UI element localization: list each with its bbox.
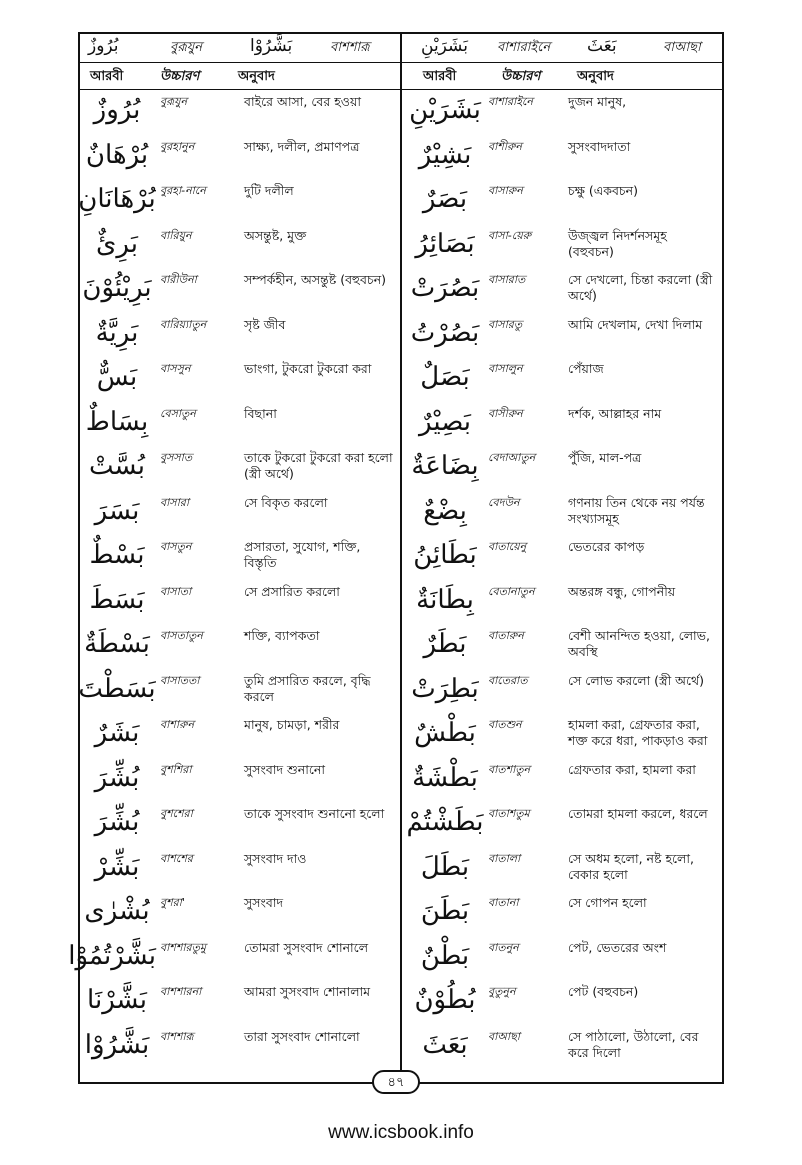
guide-translit-3: বাশারাইনে xyxy=(497,40,551,55)
meaning: সে লোভ করলো (স্ত্রী অর্থে) xyxy=(568,672,705,688)
guide-arabic-2: بَشَّرُوْا xyxy=(250,36,293,56)
meaning: তুমি প্রসারিত করলে, বৃদ্ধি করলে xyxy=(244,672,371,704)
pronunciation: বেসাতুন xyxy=(160,406,196,420)
dictionary-entry xyxy=(402,982,722,1026)
meaning: গণনায় তিন থেকে নয় পর্যন্ত সংখ্যাসমূহ xyxy=(568,494,705,526)
pronunciation: বুশশিরা xyxy=(160,762,192,776)
arabic-word: بَشَرٌ xyxy=(94,718,140,748)
dictionary-entry xyxy=(402,270,722,314)
dictionary-entry xyxy=(402,938,722,982)
pronunciation: বাসতাতুন xyxy=(160,629,203,642)
arabic-word: بَطْشَةٌ xyxy=(412,762,478,793)
arabic-word: بُرْهَانٌ xyxy=(85,139,149,170)
arabic-word: بَطَرٌ xyxy=(423,629,467,659)
meaning: সে পাঠালো, উঠালো, বের করে দিলো xyxy=(568,1028,699,1060)
arabic-word: بُشِّرَ xyxy=(94,762,140,793)
meaning: প্রসারতা, সুযোগ, শক্তি, বিস্তৃতি xyxy=(244,539,361,570)
guide-translit-1: বুরূযুন xyxy=(170,40,202,55)
pronunciation: বাশশারূ xyxy=(160,1029,194,1043)
meaning: বিছানা xyxy=(244,405,277,421)
pronunciation: বাতনুন xyxy=(488,940,519,954)
guide-translit-4: বাআছা xyxy=(663,40,701,55)
pronunciation: বাতাশতুম xyxy=(488,807,530,820)
arabic-word: بَسَطْتَ xyxy=(78,673,156,704)
arabic-word: بُشِّرَ xyxy=(94,807,140,837)
dictionary-entry xyxy=(78,493,398,537)
pronunciation: বাতশুন xyxy=(488,718,522,731)
pronunciation: বাসতুন xyxy=(160,540,192,553)
arabic-word: بَرِيْئُوْنَ xyxy=(82,273,152,303)
dictionary-entry xyxy=(78,715,398,759)
arabic-word: بُسَّتْ xyxy=(89,451,145,481)
dictionary-entry xyxy=(402,626,722,670)
pronunciation: বাতায়েনু xyxy=(488,540,527,553)
arabic-word: بِسَاطٌ xyxy=(85,406,149,437)
meaning: সে গোপন হলো xyxy=(568,895,647,910)
arabic-word: بُرُوزٌ xyxy=(93,95,141,125)
dictionary-entry xyxy=(402,448,722,492)
arabic-word: بُرْهَانَانِ xyxy=(78,184,156,214)
dictionary-entry xyxy=(78,1027,398,1071)
guide-arabic-1: بُرُوزٌ xyxy=(88,36,119,56)
arabic-word: بَشَّرُوْا xyxy=(84,1029,150,1060)
dictionary-entry xyxy=(78,626,398,670)
dictionary-entry xyxy=(78,849,398,893)
meaning: পেট, ভেতরের অংশ xyxy=(568,939,667,955)
arabic-word: بَصُرَتْ xyxy=(410,273,480,303)
meaning: আমরা সুসংবাদ শোনালাম xyxy=(244,984,371,999)
pronunciation: বাতানা xyxy=(488,896,519,909)
pronunciation: বাসারা xyxy=(160,495,190,509)
guide-translit-2: বাশশারূ xyxy=(330,40,370,55)
pronunciation: বাশশারতুমু xyxy=(160,940,206,954)
dictionary-entry xyxy=(402,715,722,759)
arabic-word: بَطَنَ xyxy=(420,896,470,926)
website-url[interactable]: www.icsbook.info xyxy=(328,1122,474,1143)
pronunciation: বাসা-য়েরু xyxy=(488,228,532,242)
pronunciation: বাসারাত xyxy=(488,273,526,286)
arabic-word: بَشَّرْنَا xyxy=(87,985,147,1015)
dictionary-entry xyxy=(402,137,722,181)
dictionary-entry xyxy=(402,404,722,448)
arabic-word: بَطَشْتُمْ xyxy=(406,807,484,837)
pronunciation: বুরহা-নানে xyxy=(160,184,206,197)
guide-words-left xyxy=(78,34,401,62)
pronunciation: বাসারতু xyxy=(488,317,523,331)
meaning: তাকে সুসংবাদ শুনানো হলো xyxy=(244,806,385,821)
pronunciation: বাসারুন xyxy=(488,184,523,197)
dictionary-entry xyxy=(78,448,398,492)
pronunciation: বাশারাইনে xyxy=(488,95,533,108)
dictionary-entry xyxy=(78,270,398,314)
dictionary-entry xyxy=(402,537,722,581)
dictionary-entry xyxy=(78,404,398,448)
meaning: তোমরা হামলা করলে, ধরলে xyxy=(568,806,708,821)
pronunciation: বেদউন xyxy=(488,495,520,509)
meaning: ভাংগা, টুকরো টুকরো করা xyxy=(244,361,372,376)
dictionary-entry xyxy=(402,760,722,804)
meaning: হামলা করা, গ্রেফতার করা, শক্ত করে ধরা, পাকড়াও করা xyxy=(568,717,708,748)
pronunciation: বাআছা xyxy=(488,1029,520,1043)
arabic-word: بَطِرَتْ xyxy=(411,673,479,704)
meaning: মানুষ, চামড়া, শরীর xyxy=(244,717,340,732)
arabic-word: بَشِيْرٌ xyxy=(418,139,472,170)
dictionary-entry xyxy=(402,893,722,937)
meaning: গ্রেফতার করা, হামলা করা xyxy=(568,761,696,777)
meaning: বেশী আনন্দিত হওয়া, লোভ, অবস্থি xyxy=(568,628,710,659)
arabic-word: بَطَلَ xyxy=(420,851,470,882)
pronunciation: বাসাতা xyxy=(160,584,192,598)
meaning: দর্শক, আল্লাহর নাম xyxy=(568,405,662,421)
pronunciation: বাশীরুন xyxy=(488,139,522,153)
pronunciation: বাশশারনা xyxy=(160,985,202,998)
dictionary-entry xyxy=(78,92,398,136)
dictionary-entry xyxy=(402,226,722,270)
dictionary-entry xyxy=(402,849,722,893)
arabic-word: بَطَائِنُ xyxy=(413,540,477,570)
meaning: পুঁজি, মাল-পত্র xyxy=(568,450,642,465)
meaning: তাকে টুকরো টুকরো করা হলো (স্ত্রী অর্থে) xyxy=(244,450,393,481)
meaning: দুজন মানুষ, xyxy=(568,94,627,109)
meaning: সে দেখলো, চিন্তা করলো (স্ত্রী অর্থে) xyxy=(568,272,713,303)
page-number: ৪৭ xyxy=(372,1070,420,1094)
pronunciation: বাশশের xyxy=(160,851,193,865)
dictionary-entry xyxy=(78,804,398,848)
meaning: সুসংবাদ শুনানো xyxy=(244,761,325,777)
pronunciation: বুরহানুন xyxy=(160,139,195,153)
dictionary-entry xyxy=(402,359,722,403)
arabic-word: بَعَثَ xyxy=(422,1029,468,1060)
arabic-word: بَرِيَّةٌ xyxy=(95,317,139,348)
meaning: ভেতরের কাপড় xyxy=(568,539,645,554)
pronunciation: বাসীরুন xyxy=(488,406,523,420)
pronunciation: বাতালা xyxy=(488,851,521,865)
meaning: সে প্রসারিত করলো xyxy=(244,583,340,599)
meaning: সে অধম হলো, নষ্ট হলো, বেকার হলো xyxy=(568,850,694,882)
pronunciation: বাতারুন xyxy=(488,629,524,642)
guide-arabic-4: بَعَثَ xyxy=(587,36,617,56)
meaning: শক্তি, ব্যাপকতা xyxy=(244,628,320,643)
pronunciation: বারীউনা xyxy=(160,273,197,286)
dictionary-entry xyxy=(78,760,398,804)
pronunciation: বাতশাতুন xyxy=(488,762,531,776)
col-head-pronunciation-right: উচ্চারণ xyxy=(501,69,541,84)
dictionary-entry xyxy=(78,181,398,225)
pronunciation: বাসসুন xyxy=(160,362,191,375)
pronunciation: বুরূযুন xyxy=(160,95,188,108)
pronunciation: বুসসাত xyxy=(160,451,193,464)
dictionary-entry xyxy=(78,982,398,1026)
arabic-word: بَسَرَ xyxy=(94,495,140,526)
dictionary-entry xyxy=(78,359,398,403)
meaning: দুটি দলীল xyxy=(244,183,294,198)
dictionary-entry xyxy=(78,671,398,715)
pronunciation: বাসালুন xyxy=(488,362,523,375)
arabic-word: بَسْطَةٌ xyxy=(84,629,150,659)
arabic-word: بَصَرٌ xyxy=(422,184,468,214)
arabic-word: بَشَّرْتُمُوْا xyxy=(68,940,156,971)
dictionary-entry xyxy=(402,315,722,359)
col-head-meaning: অনুবাদ xyxy=(238,69,275,84)
column-headings xyxy=(78,63,724,90)
dictionary-entry xyxy=(402,582,722,626)
arabic-word: بُطُوْنٌ xyxy=(414,985,476,1015)
arabic-word: بُشْرٰى xyxy=(84,896,150,926)
meaning: উজ্জ্বল নিদর্শনসমূহ (বহুবচন) xyxy=(568,227,667,259)
arabic-word: بَسٌّ xyxy=(96,362,138,392)
pronunciation: বারিয়্যাতুন xyxy=(160,317,207,331)
arabic-word: بِطَانَةٌ xyxy=(416,584,474,615)
pronunciation: বেদাআতুন xyxy=(488,451,536,464)
pronunciation: বুশরা' xyxy=(160,896,185,909)
meaning: পেট (বহুবচন) xyxy=(568,984,639,999)
meaning: চক্ষু (একবচন) xyxy=(568,183,639,198)
meaning: সুসংবাদদাতা xyxy=(568,138,631,154)
guide-arabic-3: بَشَرَيْنِ xyxy=(421,36,468,56)
meaning: আমি দেখলাম, দেখা দিলাম xyxy=(568,316,703,332)
dictionary-entry xyxy=(68,938,398,982)
meaning: সাক্ষ্য, দলীল, প্রমাণপত্র xyxy=(244,138,360,154)
arabic-word: بَشَرَيْنِ xyxy=(409,95,481,125)
arabic-word: بَصَلٌ xyxy=(420,362,470,392)
arabic-word: بَطْنٌ xyxy=(420,940,470,971)
dictionary-entry xyxy=(78,582,398,626)
column-headings-right xyxy=(401,63,724,89)
pronunciation: বাসাততা xyxy=(160,673,200,687)
arabic-word: بَشِّرْ xyxy=(94,851,140,882)
pronunciation: বাশারুন xyxy=(160,718,195,731)
arabic-word: بَسْطٌ xyxy=(89,540,145,570)
meaning: অসন্তুষ্ট, মুক্ত xyxy=(244,227,307,243)
dictionary-entry xyxy=(402,671,722,715)
arabic-word: بِضَاعَةٌ xyxy=(411,451,479,481)
col-head-meaning-right: অনুবাদ xyxy=(577,69,614,84)
dictionary-entry xyxy=(402,181,722,225)
meaning: পেঁয়াজ xyxy=(568,361,604,376)
dictionary-entry xyxy=(78,893,398,937)
arabic-word: بَسَطَ xyxy=(89,584,145,615)
dictionary-entry xyxy=(402,92,722,136)
arabic-word: بَصَائِرُ xyxy=(415,228,475,259)
meaning: অন্তরঙ্গ বন্ধু, গোপনীয় xyxy=(568,583,676,599)
dictionary-entry xyxy=(78,537,398,581)
dictionary-entry xyxy=(402,493,722,537)
meaning: সুসংবাদ xyxy=(244,895,284,910)
column-headings-left xyxy=(78,63,401,89)
pronunciation: বুশশেরা xyxy=(160,807,193,820)
meaning: তোমরা সুসংবাদ শোনালে xyxy=(244,939,369,955)
dictionary-entry xyxy=(78,137,398,181)
col-head-arabic-right: আরবী xyxy=(423,69,457,84)
meaning: বাইরে আসা, বের হওয়া xyxy=(244,94,361,109)
meaning: সুসংবাদ দাও xyxy=(244,850,307,866)
meaning: সৃষ্ট জীব xyxy=(244,316,286,332)
arabic-word: بَرِئٌ xyxy=(96,228,138,259)
meaning: সে বিকৃত করলো xyxy=(244,494,328,510)
arabic-word: بَطْشٌ xyxy=(414,718,476,748)
guide-words-right xyxy=(401,34,724,62)
arabic-word: بِضْعٌ xyxy=(423,495,467,526)
guide-words-header xyxy=(78,34,724,63)
meaning: সম্পর্কহীন, অসন্তুষ্ট (বহুবচন) xyxy=(244,272,387,287)
pronunciation: বারিয়ুন xyxy=(160,228,192,242)
meaning: তারা সুসংবাদ শোনালো xyxy=(244,1028,360,1044)
dictionary-entry xyxy=(402,1027,722,1071)
pronunciation: বেতানাতুন xyxy=(488,584,535,598)
pronunciation: বুতুনুন xyxy=(488,985,516,998)
arabic-word: بَصِيْرٌ xyxy=(419,406,471,437)
dictionary-entry xyxy=(78,315,398,359)
dictionary-entry xyxy=(78,226,398,270)
pronunciation: বাতেরাত xyxy=(488,673,528,687)
dictionary-entry xyxy=(402,804,722,848)
arabic-word: بَصُرْتُ xyxy=(410,317,480,348)
col-head-pronunciation: উচ্চারণ xyxy=(160,69,200,84)
col-head-arabic: আরবী xyxy=(90,69,124,84)
